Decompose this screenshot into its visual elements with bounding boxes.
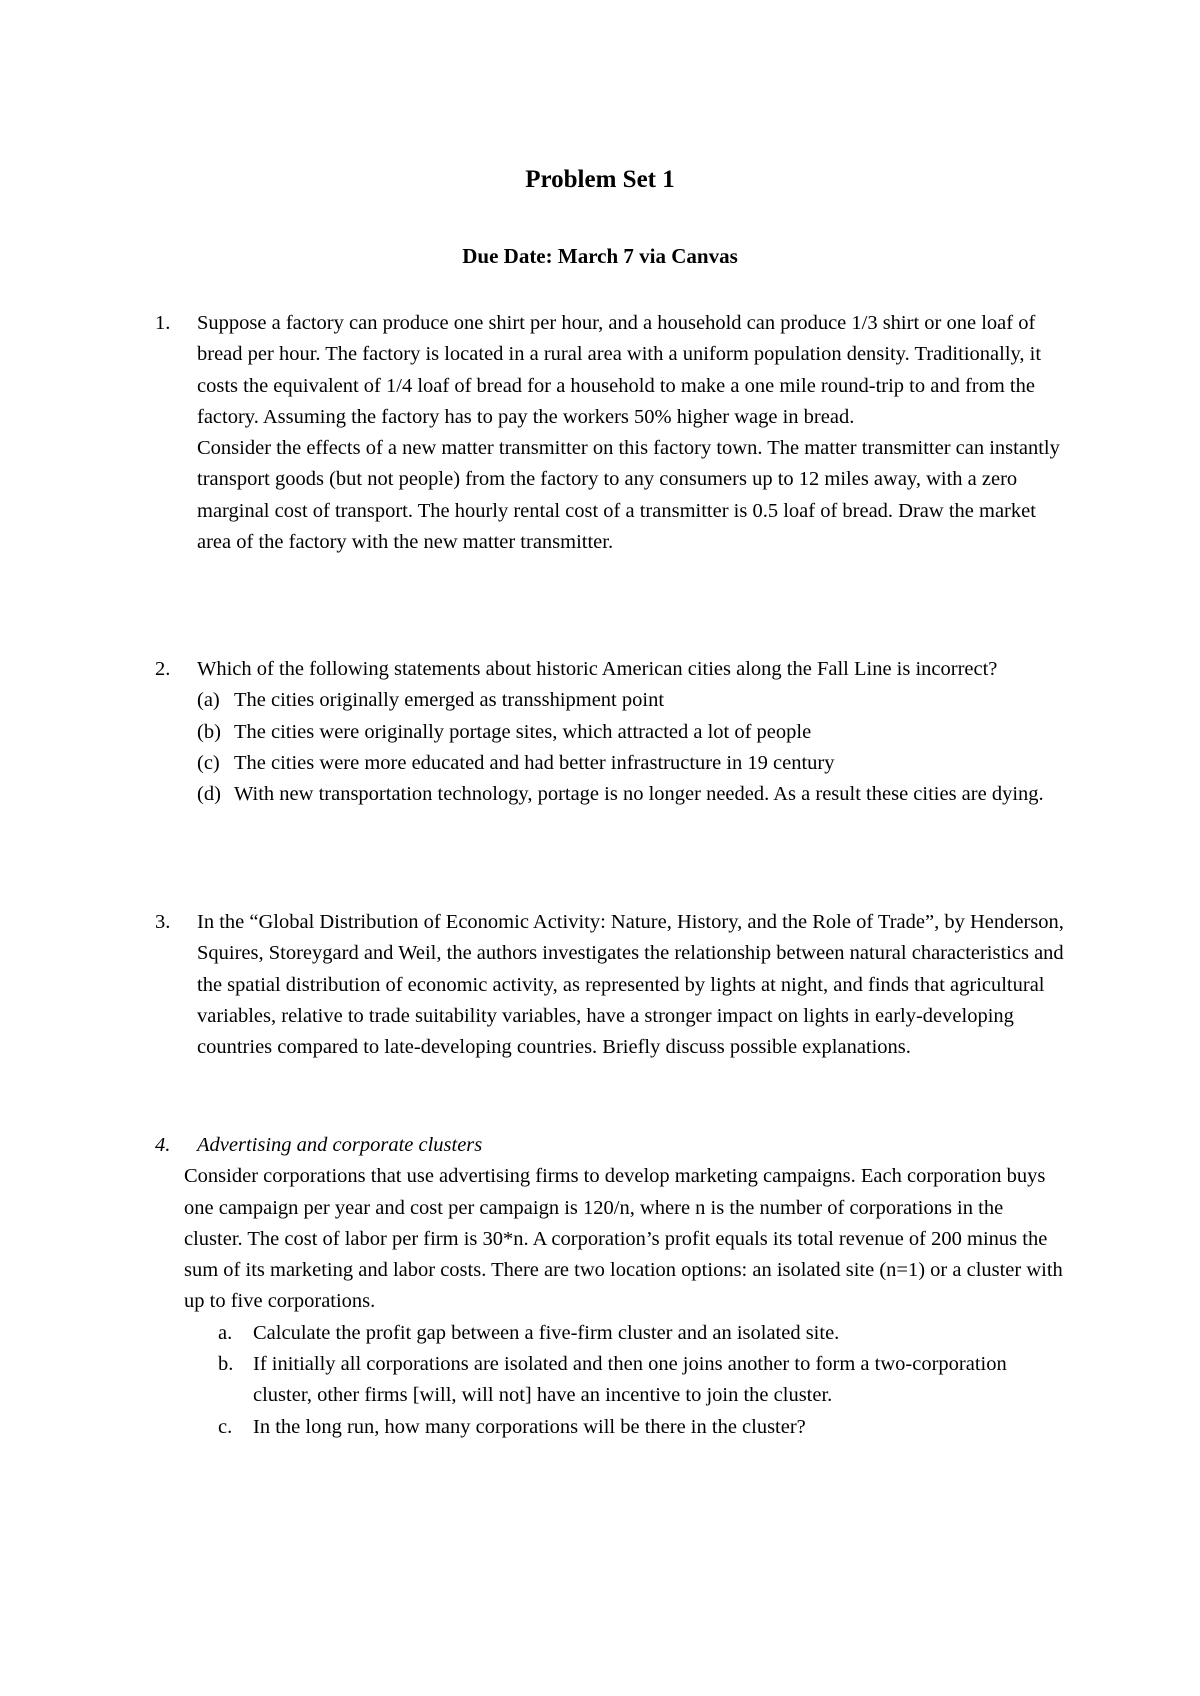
answer-option xyxy=(197,685,1070,716)
question-number: 2. xyxy=(155,658,171,680)
option-text: The cities were more educated and had better infrastructure in 19 century xyxy=(234,751,835,774)
question-part xyxy=(150,1412,1070,1443)
question-paragraph: Suppose a factory can produce one shirt per hour, and a household can produce 1/3 shirt or one loaf of bread per hour. The factory is located in a rural area with a uniform population density. Traditionally, it costs the equivalent of 1/4 loaf of bread for a household to make a one mile round-trip to and from the factory. Assuming the factory has to pay the workers 50% higher wage in bread. xyxy=(197,312,1042,428)
part-label: c. xyxy=(218,1415,233,1438)
question-paragraph: Consider the effects of a new matter transmitter on this factory town. The matter transmitter can instantly transport goods (but not people) from the factory to any consumers up to 12 miles away, with a zero marginal cost of transport. The hourly rental cost of a transmitter is 0.5 loaf of bread. Draw the market area of the factory with the new matter transmitter. xyxy=(197,437,1060,554)
part-text: Calculate the profit gap between a five-firm cluster and an isolated site. xyxy=(253,1321,840,1344)
question-stem: Which of the following statements about historic American cities along the Fall Line is incorrect? xyxy=(197,658,998,680)
answer-option xyxy=(197,717,1070,748)
question-text: In the “Global Distribution of Economic Activity: Nature, History, and the Role of Trade”, by Henderson, Squires, Storeygard and Weil, the authors investigates the relationship between natural characteristics and the spatial distribution of economic activity, as represented by lights at night, and finds that agricultural variables, relative to trade suitability variables, have a stronger impact on lights in early-developing countries compared to late-developing countries. Briefly discuss possible explanations. xyxy=(197,911,1064,1059)
part-text: In the long run, how many corporations will be there in the cluster? xyxy=(253,1415,806,1438)
question-number: 4. xyxy=(155,1134,171,1156)
question-heading: Advertising and corporate clusters xyxy=(197,1134,483,1156)
question-number: 1. xyxy=(155,312,171,334)
question-4 xyxy=(150,1130,1070,1443)
option-label: (d) xyxy=(197,783,221,806)
question-2 xyxy=(150,654,1070,810)
page-title: Problem Set 1 xyxy=(525,166,675,193)
answer-option xyxy=(197,748,1070,779)
question-1 xyxy=(150,308,1070,558)
part-label: a. xyxy=(218,1321,233,1344)
part-label: b. xyxy=(218,1353,234,1376)
option-label: (c) xyxy=(197,751,220,774)
question-part xyxy=(150,1318,1070,1349)
option-label: (a) xyxy=(197,689,220,712)
answer-option xyxy=(197,779,1070,810)
question-3 xyxy=(150,907,1070,1063)
option-text: The cities originally emerged as transshipment point xyxy=(234,689,665,712)
due-date: Due Date: March 7 via Canvas xyxy=(462,244,738,268)
question-intro: Consider corporations that use advertising firms to develop marketing campaigns. Each corporation buys one campaign per year and cost per campaign is 120/n, where n is the number of corporations in the cluster. The cost of labor per firm is 30*n. A corporation’s profit equals its total revenue of 200 minus the sum of its marketing and labor costs. There are two location options: an isolated site (n=1) or a cluster with up to five corporations. xyxy=(184,1165,1063,1313)
option-text: The cities were originally portage sites, which attracted a lot of people xyxy=(234,720,812,743)
part-text: If initially all corporations are isolated and then one joins another to form a two-corporation cluster, other firms [will, will not] have an incentive to join the cluster. xyxy=(253,1353,1007,1407)
option-label: (b) xyxy=(197,720,221,743)
question-number: 3. xyxy=(155,911,171,933)
option-text: With new transportation technology, portage is no longer needed. As a result these cities are dying. xyxy=(234,783,1044,806)
question-part xyxy=(150,1349,1070,1412)
